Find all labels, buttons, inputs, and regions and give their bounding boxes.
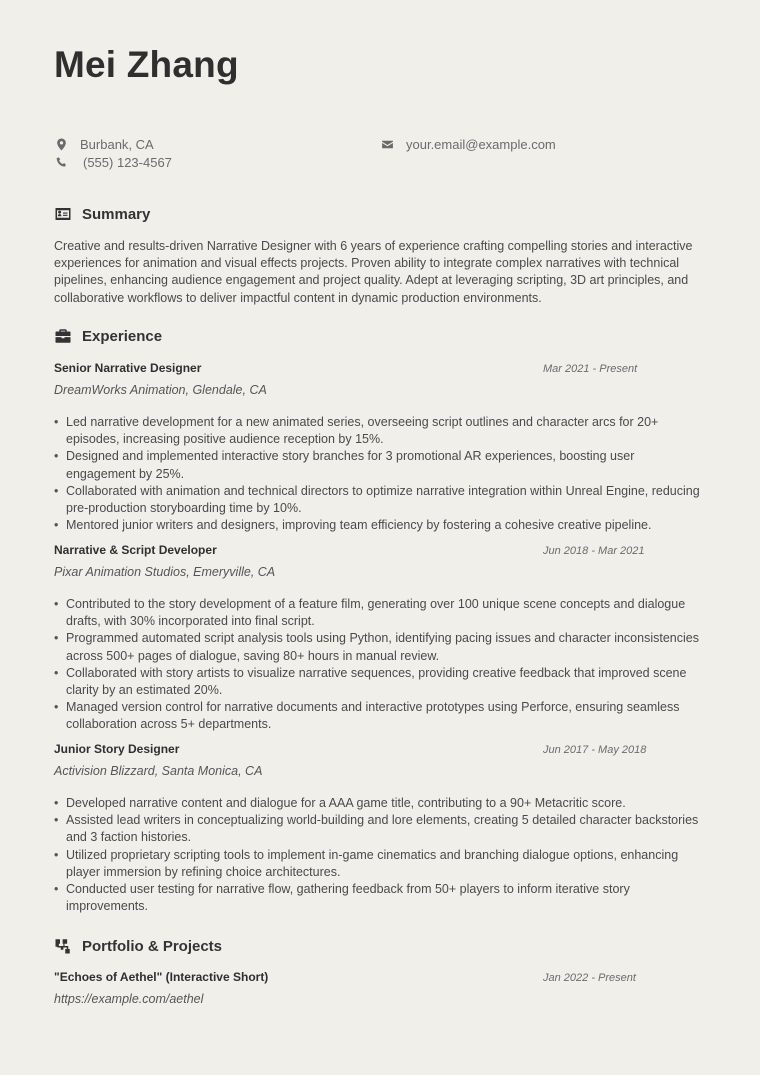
project-dates: Jan 2022 - Present xyxy=(543,972,636,984)
contact-block xyxy=(54,135,706,171)
job-entry xyxy=(54,361,706,534)
list-item: • Collaborated with animation and technical directors to optimize narrative integration within Unreal Engine, reducing pre-production storyboarding time by 10%. xyxy=(54,483,706,517)
job-header xyxy=(54,543,706,559)
job-title: Junior Story Designer xyxy=(54,742,180,756)
phone-item xyxy=(54,155,172,170)
experience-heading xyxy=(54,327,162,345)
summary-title: Summary xyxy=(82,205,151,223)
email-item[interactable] xyxy=(380,137,556,152)
job-header xyxy=(54,742,706,758)
job-dates: Jun 2017 - May 2018 xyxy=(543,744,647,756)
job-company: Pixar Animation Studios, Emeryville, CA xyxy=(54,565,276,579)
portfolio-heading xyxy=(54,937,222,955)
location-item xyxy=(54,137,154,152)
job-bullets xyxy=(54,795,706,915)
job-title: Narrative & Script Developer xyxy=(54,543,217,557)
list-item: • Designed and implemented interactive story branches for 3 promotional AR experiences, boosting user engagement by 25%. xyxy=(54,448,706,482)
job-dates: Jun 2018 - Mar 2021 xyxy=(543,545,645,557)
list-item: • Programmed automated script analysis tools using Python, identifying pacing issues and character inconsistencies across 500+ pages of dialogue, saving 80+ hours in manual review. xyxy=(54,630,706,664)
job-dates: Mar 2021 - Present xyxy=(543,363,638,375)
list-item: • Led narrative development for a new animated series, overseeing script outlines and character arcs for 20+ episodes, increasing positive audience reception by 15%. xyxy=(54,414,706,448)
list-item: • Contributed to the story development of a feature film, generating over 100 unique scene concepts and dialogue drafts, with 30% incorporated into final script. xyxy=(54,596,706,630)
id-card-icon xyxy=(54,205,72,223)
portfolio-title: Portfolio & Projects xyxy=(82,937,223,955)
list-item: • Conducted user testing for narrative flow, gathering feedback from 50+ players to inform iterative story improvements. xyxy=(54,881,706,915)
candidate-name: Mei Zhang xyxy=(54,44,239,85)
list-item: • Managed version control for narrative documents and interactive prototypes using Perforce, ensuring seamless collaboration across 5+ departments. xyxy=(54,699,706,733)
experience-title: Experience xyxy=(82,327,163,345)
envelope-icon xyxy=(380,137,394,151)
briefcase-icon xyxy=(54,327,72,345)
job-title: Senior Narrative Designer xyxy=(54,361,202,375)
contact-row-1 xyxy=(54,135,706,153)
job-entry xyxy=(54,742,706,915)
list-item: • Collaborated with story artists to visualize narrative sequences, providing creative feedback that improved scene clarity by an estimated 20%. xyxy=(54,665,706,699)
location-text: Burbank, CA xyxy=(80,136,154,152)
map-pin-icon xyxy=(54,137,68,151)
list-item: • Developed narrative content and dialogue for a AAA game title, contributing to a 90+ Metacritic score. xyxy=(54,795,706,812)
job-company: Activision Blizzard, Santa Monica, CA xyxy=(54,764,263,778)
contact-row-2 xyxy=(54,153,706,171)
project-link[interactable]: https://example.com/aethel xyxy=(54,992,204,1006)
job-entry xyxy=(54,543,706,734)
summary-heading xyxy=(54,205,150,223)
phone-icon xyxy=(54,155,68,169)
summary-text: Creative and results-driven Narrative Designer with 6 years of experience crafting compelling stories and interactive experiences for animation and visual effects projects. Proven ability to integrate complex narratives with technical pipelines, enhancing audience engagement and project quality. Adept at leveraging scripting, 3D art principles, and collaborative workflows to deliver impactful content in dynamic production environments. xyxy=(54,239,693,305)
job-company: DreamWorks Animation, Glendale, CA xyxy=(54,383,267,397)
list-item: • Utilized proprietary scripting tools to implement in-game cinematics and branching dialogue options, enhancing player immersion by refining choice architectures. xyxy=(54,847,706,881)
phone-text: (555) 123-4567 xyxy=(83,154,172,170)
job-header xyxy=(54,361,706,377)
job-bullets xyxy=(54,596,706,734)
project-title: "Echoes of Aethel" (Interactive Short) xyxy=(54,970,269,984)
project-header xyxy=(54,970,706,986)
email-text[interactable]: your.email@example.com xyxy=(406,136,556,152)
list-item: • Mentored junior writers and designers, improving team efficiency by fostering a cohesive creative pipeline. xyxy=(54,517,706,534)
project-entry xyxy=(54,970,706,1009)
list-item: • Assisted lead writers in conceptualizing world-building and lore elements, creating 5 detailed character backstories and 3 faction histories. xyxy=(54,812,706,846)
job-bullets xyxy=(54,414,706,534)
diagram-icon xyxy=(54,937,72,955)
